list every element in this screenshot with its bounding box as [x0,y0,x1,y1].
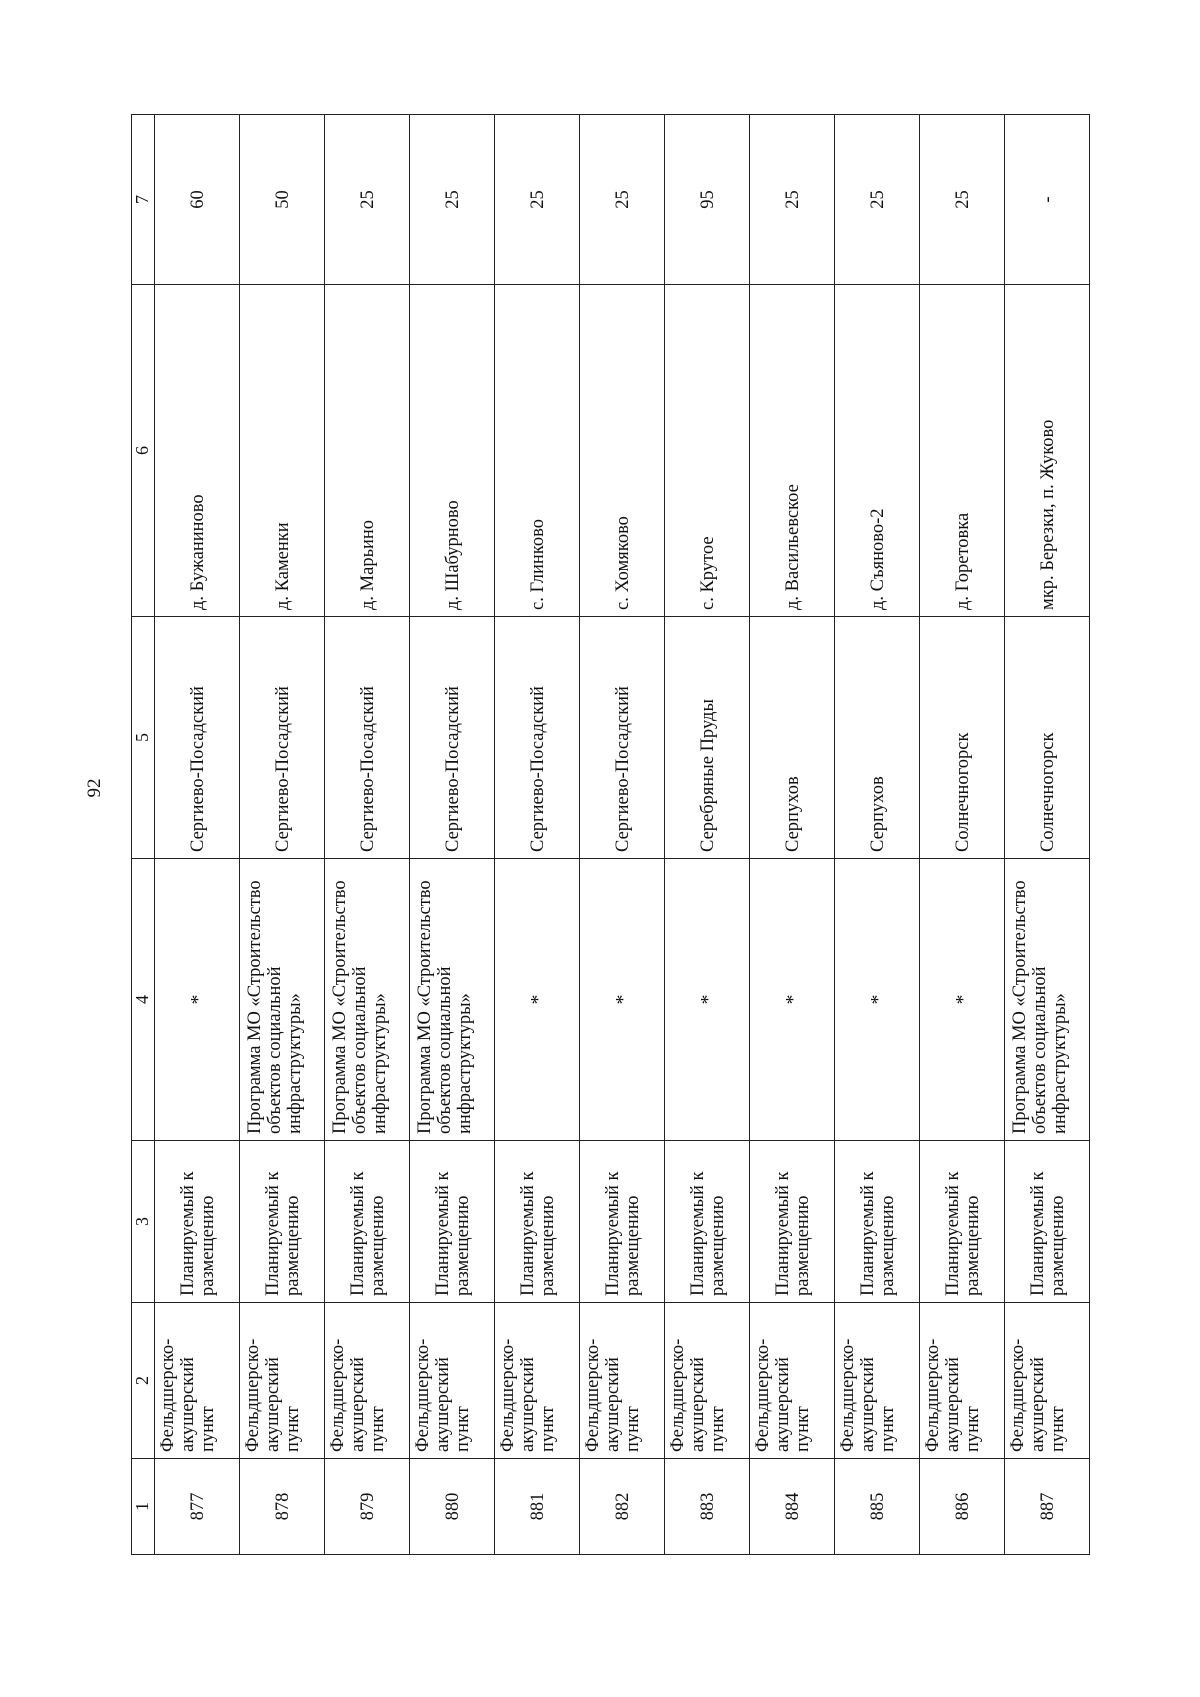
column-header: 2 [132,1303,155,1459]
row-number-cell: 887 [1005,1459,1090,1555]
row-number-cell: 884 [750,1459,835,1555]
capacity-cell: 25 [580,115,665,285]
column-header: 3 [132,1141,155,1303]
status-cell: Планируемый к размещению [325,1141,410,1303]
program-cell: * [665,859,750,1141]
column-header: 5 [132,617,155,859]
facility-name-cell: Фельдшерско-акушерский пункт [155,1303,240,1459]
location-cell: д. Шабурново [410,285,495,617]
page-number: 92 [84,778,105,798]
table-row [750,115,835,1555]
program-cell: * [920,859,1005,1141]
location-cell: д. Съяново-2 [835,285,920,617]
facility-name-cell: Фельдшерско-акушерский пункт [240,1303,325,1459]
column-header: 1 [132,1459,155,1555]
program-cell: * [580,859,665,1141]
location-cell: мкр. Березки, п. Жуково [1005,285,1090,617]
rotated-table-container [131,115,1076,1555]
facilities-table [131,114,1090,1555]
table-row [325,115,410,1555]
capacity-cell: 25 [325,115,410,285]
table-row [580,115,665,1555]
status-cell: Планируемый к размещению [1005,1141,1090,1303]
location-cell: д. Горетовка [920,285,1005,617]
row-number-cell: 878 [240,1459,325,1555]
location-cell: д. Бужаниново [155,285,240,617]
capacity-cell: 25 [920,115,1005,285]
capacity-cell: 60 [155,115,240,285]
row-number-cell: 877 [155,1459,240,1555]
row-number-cell: 880 [410,1459,495,1555]
facility-name-cell: Фельдшерско-акушерский пункт [1005,1303,1090,1459]
location-cell: д. Васильевское [750,285,835,617]
capacity-cell: 25 [750,115,835,285]
program-cell: * [750,859,835,1141]
status-cell: Планируемый к размещению [155,1141,240,1303]
location-cell: с. Хомяково [580,285,665,617]
facility-name-cell: Фельдшерско-акушерский пункт [325,1303,410,1459]
table-row [495,115,580,1555]
program-cell: Программа МО «Строительство объектов социальной инфраструктуры» [410,859,495,1141]
program-cell: * [155,859,240,1141]
status-cell: Планируемый к размещению [665,1141,750,1303]
capacity-cell: 50 [240,115,325,285]
table-row [1005,115,1090,1555]
status-cell: Планируемый к размещению [920,1141,1005,1303]
capacity-cell: 25 [495,115,580,285]
municipality-cell: Солнечногорск [1005,617,1090,859]
status-cell: Планируемый к размещению [580,1141,665,1303]
municipality-cell: Серпухов [750,617,835,859]
location-cell: с. Крутое [665,285,750,617]
table-row [155,115,240,1555]
capacity-cell: 95 [665,115,750,285]
municipality-cell: Солнечногорск [920,617,1005,859]
facility-name-cell: Фельдшерско-акушерский пункт [665,1303,750,1459]
program-cell: Программа МО «Строительство объектов социальной инфраструктуры» [1005,859,1090,1141]
program-cell: Программа МО «Строительство объектов социальной инфраструктуры» [240,859,325,1141]
row-number-cell: 881 [495,1459,580,1555]
municipality-cell: Сергиево-Посадский [410,617,495,859]
municipality-cell: Сергиево-Посадский [580,617,665,859]
facility-name-cell: Фельдшерско-акушерский пункт [580,1303,665,1459]
row-number-cell: 883 [665,1459,750,1555]
facility-name-cell: Фельдшерско-акушерский пункт [920,1303,1005,1459]
table-row [920,115,1005,1555]
location-cell: д. Каменки [240,285,325,617]
municipality-cell: Серпухов [835,617,920,859]
row-number-cell: 879 [325,1459,410,1555]
column-header: 7 [132,115,155,285]
capacity-cell: 25 [835,115,920,285]
table-row [665,115,750,1555]
column-header: 4 [132,859,155,1141]
program-cell: * [835,859,920,1141]
program-cell: Программа МО «Строительство объектов социальной инфраструктуры» [325,859,410,1141]
status-cell: Планируемый к размещению [410,1141,495,1303]
row-number-cell: 886 [920,1459,1005,1555]
capacity-cell: - [1005,115,1090,285]
facility-name-cell: Фельдшерско-акушерский пункт [750,1303,835,1459]
location-cell: д. Марьино [325,285,410,617]
table-row [240,115,325,1555]
municipality-cell: Сергиево-Посадский [495,617,580,859]
facility-name-cell: Фельдшерско-акушерский пункт [495,1303,580,1459]
facility-name-cell: Фельдшерско-акушерский пункт [410,1303,495,1459]
municipality-cell: Сергиево-Посадский [240,617,325,859]
table-row [410,115,495,1555]
row-number-cell: 882 [580,1459,665,1555]
column-header: 6 [132,285,155,617]
capacity-cell: 25 [410,115,495,285]
status-cell: Планируемый к размещению [750,1141,835,1303]
status-cell: Планируемый к размещению [240,1141,325,1303]
table-header-row [132,115,155,1555]
row-number-cell: 885 [835,1459,920,1555]
status-cell: Планируемый к размещению [495,1141,580,1303]
table-row [835,115,920,1555]
location-cell: с. Глинково [495,285,580,617]
municipality-cell: Серебряные Пруды [665,617,750,859]
municipality-cell: Сергиево-Посадский [325,617,410,859]
facility-name-cell: Фельдшерско-акушерский пункт [835,1303,920,1459]
municipality-cell: Сергиево-Посадский [155,617,240,859]
program-cell: * [495,859,580,1141]
status-cell: Планируемый к размещению [835,1141,920,1303]
